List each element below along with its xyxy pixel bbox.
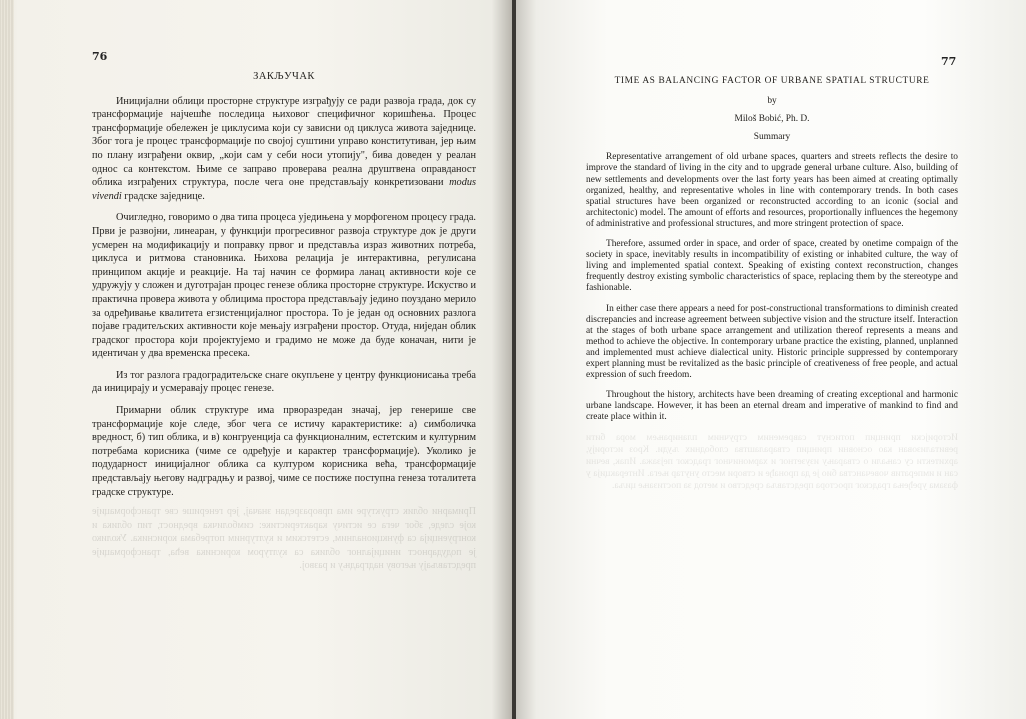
summary-heading: Summary (753, 132, 791, 143)
paragraph-text: Иницијални облици просторне структуре изграђују се ради развоја града, док су трансформације најчешће последица њиховог специфичног коришћења. Процес трансформације обележен је циклусима који су зависни од циклуса живота заједнице. Због тога је процес трансформације по својој суштини управо конститутиван, јер њим по плану изграђени оквир, „који сам у себи носи утопију", бива доведен у реалан однос са контекстом. Њиме се заправо проверава реална друштвена оправданост облика изграђених структура, после чега оне представљају конкретизовани (92, 95, 476, 189)
paragraph: Очигледно, говоримо о два типа процеса уједињена у морфогеном процесу града. Први је развојни, линеаран, у функцији прогресивног развоја структуре док је други усмерен на модификацију и поправку првог и представља израз животних потреба, циклуса и ритмова становника. Њихова релација је интерактивна, регулисана принципом акције и реакције. На тај начин се формира ланац активности које се удружују у сложен и дуготрајан процес генезе облика просторне структуре. Искуство и практична провера живота у облицима простора представљају једино поуздано мерило за одређивање квалитета егзистенцијалног простора. То је један од основних разлога појаве градитељских активности које мењају изграђени простор. Отуда, ниједан облик градског простора који пројектујемо и градимо не може да буде коначан, нити је идентичан у два временска пресека. (92, 212, 476, 360)
paragraph: Therefore, assumed order in space, and order of space, created by onetime compaign of the society in space, inevitably results in incompatibility of existing or inhabited culture, the way of living and implemented spatial context. Speaking of existing context reconstruction, changes frequently destroy existing symbolic characteristics of space, replacing them by the stereotype and fashionable. (586, 239, 958, 294)
article-title: TIME AS BALANCING FACTOR OF URBANE SPATIAL STRUCTURE (614, 76, 930, 86)
paragraph: In either case there appears a need for post-constructional transformations to diminish created discrepancies and increase agreement between subjective vision and the structure itself. Interaction at the stages of both urbane space arrangement and utilization thereof represents a means and method to achieve the objective. In contemporary urbane practice the existing, planned, unplanned and implemented must achieve dialectical unity. Historic principle suppressed by contemporary expert planning must be revitalized as the basic principle of creativeness of free people, and actual expression of such freedom. (586, 303, 958, 381)
paragraph: Примарни облик структуре има прворазредан значај, јер генерише све трансформације које следе, због чега се истичу карактеристике: а) симболичка вредност, б) тип облика, и в) конгруенција са функционалним, естетским и културним потребама корисника (чиме се одређује и карактер трансформације). Уколико је подударност иницијалног облика са културом корисника већа, трансформације представљају његову надградњу и развој, чиме се постиже поступна генеза тоталитета градске структуре. (92, 405, 476, 498)
section-heading-conclusion: ЗАКЉУЧАК (253, 71, 315, 82)
right-page (516, 0, 1026, 719)
left-page (0, 0, 512, 719)
left-text-block (92, 70, 476, 507)
page-number-right: 77 (941, 55, 957, 68)
page-number-left: 76 (92, 50, 108, 63)
italic-term: modus vivendi (92, 177, 477, 202)
page-edge-stack (0, 0, 14, 719)
show-through-text: Историјски принцип потиснут савременим стручним планирањем мора бити ревитализован као основни принцип стваралаштва слободних људи. Кроз историју, архитекти су сањали о стварању изузетног и хармоничног градског пејзажа. Ипак, вечни сан и императив човечанства био је да пронађе и створи место унутар њега. Интеракција у фазама уређења градског простора представља средство и метод за постизање циља. (586, 432, 958, 491)
show-through-text: Примарни облик структуре има прворазредан значај, јер генерише све трансформације које следе, због чега се истичу карактеристике: симболичка вредност, тип облика и конгруенција са функционалним, естетским и културним потребама корисника. Уколико је подударност иницијалног облика са културом корисника већа, трансформације представљају његову надградњу и развој. (92, 506, 476, 572)
paragraph: Representative arrangement of old urbane spaces, quarters and streets reflects the desire to improve the standard of living in the city and to upgrade general urbane culture. Also, building of new settlements and developments over the last forty years has been aimed at creating optimally organized, healthy, and representative wholes in line with contemporary trends. In both cases spatial structures have been organized or reconstructed according to an iconic (social and architectonic) model. The amount of efforts and resources, proportionally influences the hegemony of administrative and professional structures, and more stringent protection of space. (586, 152, 958, 229)
right-text-block (586, 76, 958, 432)
paragraph (92, 95, 476, 204)
paragraph: Throughout the history, architects have been dreaming of creating exceptional and harmonic urbane landscape. However, it has been an eternal dream and imperative of mankind to find and create place within it. (586, 390, 958, 423)
paragraph: Из тог разлога градоградитељске снаге окупљене у центру функционисања треба да иницирају и усмеравају процес генезе. (92, 369, 476, 395)
byline-by: by (767, 96, 777, 107)
author-name: Miloš Bobić, Ph. D. (734, 114, 810, 125)
paragraph-tail: градске заједнице. (121, 190, 205, 202)
